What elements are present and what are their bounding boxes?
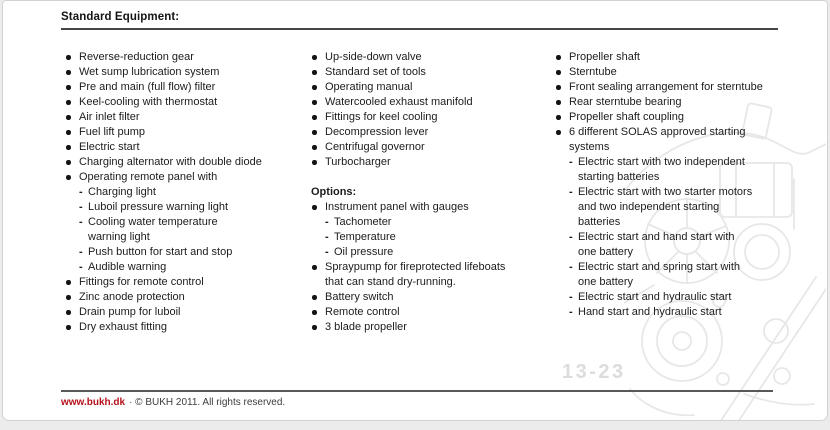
list-item <box>555 275 813 290</box>
list-item-text: Operating manual <box>325 81 413 93</box>
list-item <box>555 80 813 95</box>
list-item-text: Wet sump lubrication system <box>79 66 220 78</box>
bullet-icon <box>66 160 71 165</box>
bullet-icon <box>556 115 561 120</box>
bullet-icon <box>66 115 71 120</box>
list-item-text: Standard set of tools <box>325 66 426 78</box>
list-item-text: Drain pump for luboil <box>79 306 181 318</box>
list-item <box>555 170 813 185</box>
list-item-text: Tachometer <box>334 216 392 228</box>
page-title: Standard Equipment: <box>61 11 180 23</box>
bullet-icon <box>312 85 317 90</box>
list-item-text: warning light <box>88 231 150 243</box>
dash-icon: - <box>79 246 83 258</box>
list-item-text: Centrifugal governor <box>325 141 425 153</box>
list-item <box>65 95 305 110</box>
list-item-text: Fuel lift pump <box>79 126 146 138</box>
bullet-icon <box>556 70 561 75</box>
bullet-icon <box>312 145 317 150</box>
list-item-text: Charging alternator with double diode <box>79 156 262 168</box>
list-item-text: Electric start <box>79 141 140 153</box>
list-item-text: Fittings for keel cooling <box>325 111 438 123</box>
list-item <box>65 320 305 335</box>
list-item <box>311 230 551 245</box>
list-item-text: Zinc anode protection <box>79 291 185 303</box>
list-item <box>311 125 551 140</box>
bullet-icon <box>66 280 71 285</box>
list-item <box>311 275 551 290</box>
equipment-column-right <box>555 50 813 320</box>
dash-icon: - <box>79 201 83 213</box>
bullet-icon <box>66 130 71 135</box>
dash-icon: - <box>79 186 83 198</box>
equipment-column-left <box>65 50 305 335</box>
list-item-text: Options: <box>311 186 357 198</box>
list-item <box>311 65 551 80</box>
list-item-text: systems <box>569 141 610 153</box>
bullet-icon <box>312 310 317 315</box>
list-item <box>65 275 305 290</box>
list-item <box>65 65 305 80</box>
list-item-text: Luboil pressure warning light <box>88 201 229 213</box>
list-item-text: Electric start and hydraulic start <box>578 291 732 303</box>
header-rule <box>61 28 778 30</box>
bullet-icon <box>66 310 71 315</box>
footer-rule <box>61 390 773 392</box>
page-number-watermark: 13-23 <box>562 361 626 383</box>
bullet-icon <box>312 70 317 75</box>
list-item <box>555 305 813 320</box>
list-item <box>311 290 551 305</box>
dash-icon: - <box>569 231 573 243</box>
list-item <box>311 155 551 170</box>
bullet-icon <box>312 325 317 330</box>
list-item-text: Propeller shaft <box>569 51 640 63</box>
list-item-text: Propeller shaft coupling <box>569 111 684 123</box>
list-item <box>311 140 551 155</box>
list-item <box>555 65 813 80</box>
list-item-text: Hand start and hydraulic start <box>578 306 722 318</box>
list-item <box>65 305 305 320</box>
list-item <box>555 140 813 155</box>
dash-icon: - <box>569 291 573 303</box>
list-item <box>311 200 551 215</box>
list-item <box>65 185 305 200</box>
list-item-text: starting batteries <box>578 171 660 183</box>
list-item-text: Front sealing arrangement for sterntube <box>569 81 763 93</box>
dash-icon: - <box>325 216 329 228</box>
list-item-text: Operating remote panel with <box>79 171 218 183</box>
bullet-icon <box>66 295 71 300</box>
dash-icon: - <box>79 216 83 228</box>
bullet-icon <box>66 325 71 330</box>
list-item-text: one battery <box>578 276 634 288</box>
bullet-icon <box>556 100 561 105</box>
list-item <box>555 155 813 170</box>
list-item <box>65 155 305 170</box>
list-item <box>65 110 305 125</box>
list-item <box>311 110 551 125</box>
list-item <box>65 50 305 65</box>
bullet-icon <box>66 100 71 105</box>
list-item-text: Reverse-reduction gear <box>79 51 194 63</box>
list-item-text: Decompression lever <box>325 126 429 138</box>
list-item-text: Turbocharger <box>325 156 391 168</box>
bullet-icon <box>312 100 317 105</box>
list-item <box>555 110 813 125</box>
bullet-icon <box>66 145 71 150</box>
bullet-icon <box>312 115 317 120</box>
list-item-text: Cooling water temperature <box>88 216 218 228</box>
list-item-text: Oil pressure <box>334 246 394 258</box>
list-item-text: Air inlet filter <box>79 111 140 123</box>
list-item <box>555 95 813 110</box>
list-item <box>555 230 813 245</box>
list-item <box>65 200 305 215</box>
list-item-text: Up-side-down valve <box>325 51 422 63</box>
list-item <box>65 215 305 230</box>
list-item <box>311 80 551 95</box>
dash-icon: - <box>569 156 573 168</box>
list-item <box>311 50 551 65</box>
list-item-text: Spraypump for fireprotected lifeboats <box>325 261 506 273</box>
list-item-text: that can stand dry-running. <box>325 276 456 288</box>
bullet-icon <box>66 55 71 60</box>
bullet-icon <box>312 205 317 210</box>
list-item <box>311 95 551 110</box>
list-item-text: Instrument panel with gauges <box>325 201 469 213</box>
bullet-icon <box>312 265 317 270</box>
list-item-text: and two independent starting <box>578 201 720 213</box>
list-item <box>555 125 813 140</box>
bullet-icon <box>556 85 561 90</box>
list-item <box>311 260 551 275</box>
list-item <box>555 260 813 275</box>
catalog-page <box>2 0 828 421</box>
bullet-icon <box>312 160 317 165</box>
list-item-text: Remote control <box>325 306 400 318</box>
list-item <box>555 290 813 305</box>
bullet-icon <box>312 295 317 300</box>
list-item-text: Electric start with two independent <box>578 156 745 168</box>
footer <box>61 397 285 408</box>
list-item <box>65 245 305 260</box>
list-item <box>311 245 551 260</box>
list-item-text: Electric start and hand start with <box>578 231 735 243</box>
list-item <box>555 245 813 260</box>
bullet-icon <box>556 55 561 60</box>
list-item <box>65 260 305 275</box>
dash-icon: - <box>569 306 573 318</box>
list-item-text: batteries <box>578 216 621 228</box>
list-item-text: Push button for start and stop <box>88 246 233 258</box>
list-item-text: Electric start and spring start with <box>578 261 741 273</box>
list-item-text: Fittings for remote control <box>79 276 204 288</box>
bullet-icon <box>66 85 71 90</box>
list-item-text: one battery <box>578 246 634 258</box>
list-item <box>65 230 305 245</box>
bullet-icon <box>66 175 71 180</box>
list-item <box>65 80 305 95</box>
bullet-icon <box>66 70 71 75</box>
dash-icon: - <box>569 261 573 273</box>
footer-copyright-text: · © BUKH 2011. All rights reserved. <box>129 397 286 408</box>
list-item <box>555 185 813 200</box>
list-item-text: Battery switch <box>325 291 394 303</box>
list-item <box>311 305 551 320</box>
list-item-text: 3 blade propeller <box>325 321 407 333</box>
equipment-column-middle <box>311 50 551 335</box>
list-item <box>65 170 305 185</box>
list-item <box>311 320 551 335</box>
bullet-icon <box>312 130 317 135</box>
list-item <box>555 200 813 215</box>
dash-icon: - <box>325 231 329 243</box>
list-gap <box>311 170 551 185</box>
footer-website-link[interactable]: www.bukh.dk <box>61 397 126 408</box>
dash-icon: - <box>569 186 573 198</box>
list-item <box>65 140 305 155</box>
options-heading <box>311 185 551 200</box>
list-item <box>311 215 551 230</box>
list-item <box>555 215 813 230</box>
bullet-icon <box>556 130 561 135</box>
list-item-text: Audible warning <box>88 261 167 273</box>
list-item-text: Electric start with two starter motors <box>578 186 753 198</box>
list-item <box>65 290 305 305</box>
list-item-text: Rear sterntube bearing <box>569 96 682 108</box>
list-item-text: Temperature <box>334 231 396 243</box>
list-item-text: Charging light <box>88 186 156 198</box>
list-item-text: 6 different SOLAS approved starting <box>569 126 746 138</box>
list-item-text: Sterntube <box>569 66 617 78</box>
list-item-text: Keel-cooling with thermostat <box>79 96 218 108</box>
list-item-text: Dry exhaust fitting <box>79 321 168 333</box>
bullet-icon <box>312 55 317 60</box>
dash-icon: - <box>79 261 83 273</box>
list-item <box>65 125 305 140</box>
dash-icon: - <box>325 246 329 258</box>
list-item-text: Pre and main (full flow) filter <box>79 81 216 93</box>
list-item <box>555 50 813 65</box>
list-item-text: Watercooled exhaust manifold <box>325 96 473 108</box>
